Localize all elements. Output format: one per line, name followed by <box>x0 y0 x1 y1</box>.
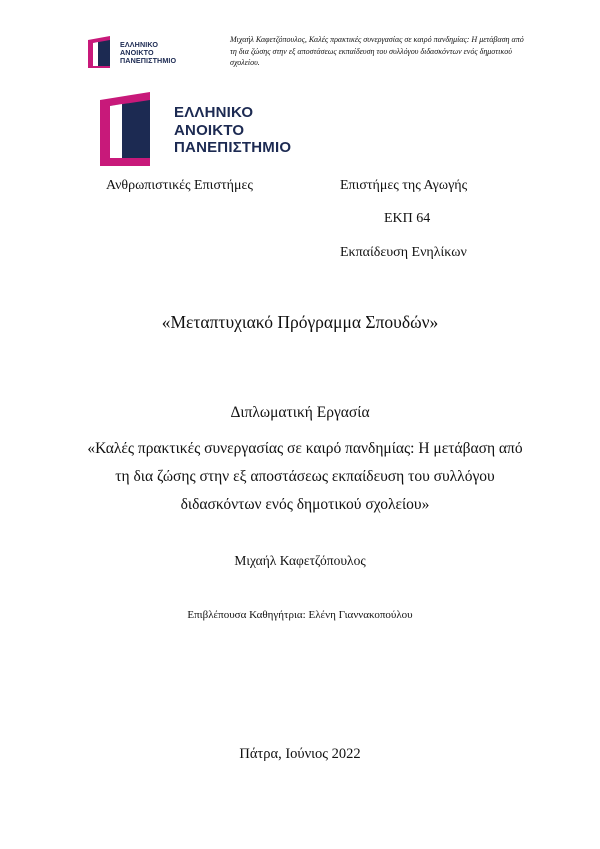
logo-wordmark <box>120 41 176 65</box>
university-logo <box>98 92 298 168</box>
specialization: Εκπαίδευση Ενηλίκων <box>340 245 467 260</box>
logo-line: ΑΝΟΙΚΤΟ <box>174 121 245 139</box>
header-running-title: Μιχαήλ Καφετζόπουλος, Καλές πρακτικές συνεργασίας σε καιρό πανδημίας: Η μετάβαση από τη δια ζώσης στην εξ αποστάσεως εκπαίδευση του συλλόγου διδασκόντων ενός δημοτικού σχολείου. <box>230 35 524 67</box>
program-title: «Μεταπτυχιακό Πρόγραμμα Σπουδών» <box>161 312 439 332</box>
logo-line: ΠΑΝΕΠΙΣΤΗΜΙΟ <box>174 139 292 156</box>
logo-line: ΕΛΛΗΝΙΚΟ <box>174 104 254 121</box>
thesis-title: «Καλές πρακτικές συνεργασίας σε καιρό πανδημίας: Η μετάβαση από τη δια ζώσης στην εξ αποστάσεως εκπαίδευση του συλλόγου διδασκόντων ενός δημοτικού σχολείου» <box>87 440 523 513</box>
header-logo <box>86 36 186 70</box>
department-name: Επιστήμες της Αγωγής <box>340 178 468 193</box>
logo-wordmark <box>174 104 291 157</box>
course-code: ΕΚΠ 64 <box>384 211 431 226</box>
thesis-type: Διπλωματική Εργασία <box>230 404 370 421</box>
place-date: Πάτρα, Ιούνιος 2022 <box>239 746 361 762</box>
logo-line: ΑΝΟΙΚΤΟ <box>120 48 154 57</box>
university-emblem-icon <box>98 92 168 166</box>
logo-line: ΕΛΛΗΝΙΚΟ <box>120 40 159 49</box>
author-name: Μιχαήλ Καφετζόπουλος <box>234 553 366 568</box>
school-name: Ανθρωπιστικές Επιστήμες <box>106 178 253 193</box>
supervisor: Επιβλέπουσα Καθηγήτρια: Ελένη Γιαννακοπούλου <box>187 609 413 621</box>
logo-line: ΠΑΝΕΠΙΣΤΗΜΙΟ <box>120 56 177 65</box>
university-emblem-icon <box>86 36 116 68</box>
